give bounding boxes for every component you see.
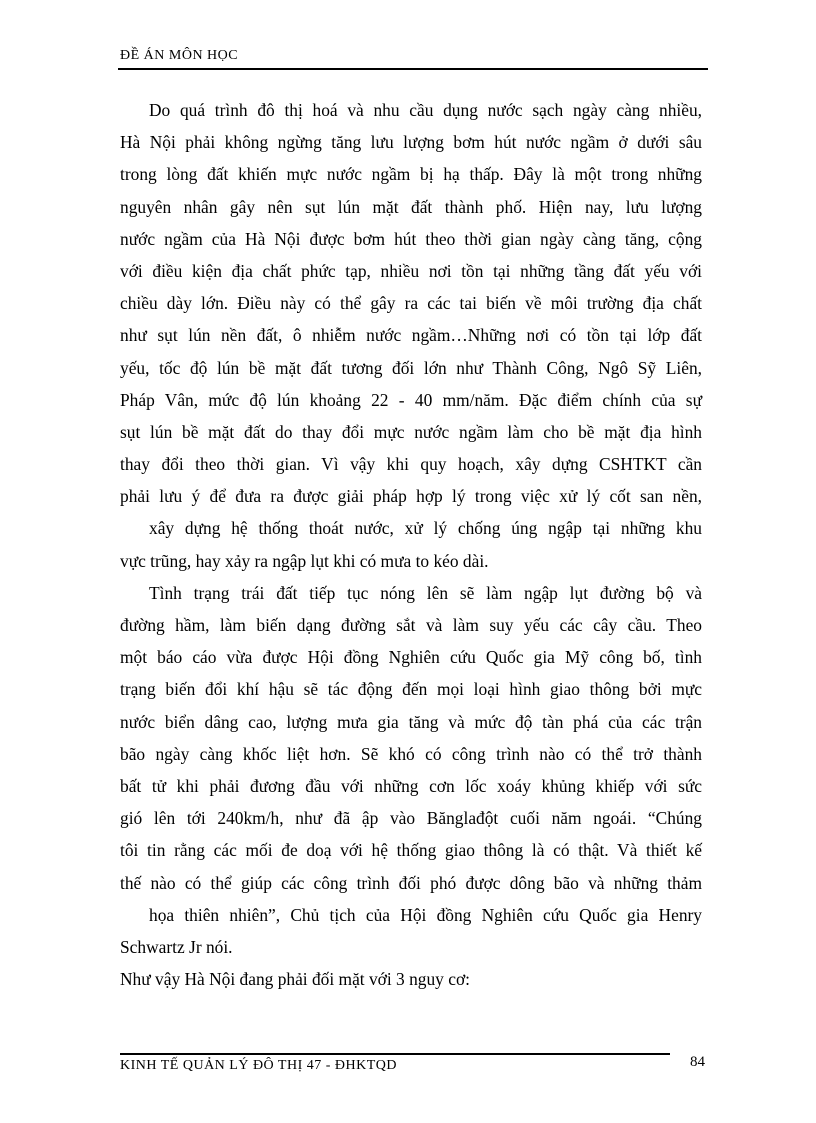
- paragraph-1-line-5: nước ngầm của Hà Nội được bơm hút theo thời gian ngày càng tăng, cộng: [120, 228, 702, 249]
- paragraph-1-line-12: thay đổi theo thời gian. Vì vậy khi quy hoạch, xây dựng CSHTKT cần: [120, 454, 702, 475]
- paragraph-1-line-13: phải lưu ý để đưa ra được giải pháp hợp lý trong việc xử lý cốt san nền,: [120, 486, 702, 507]
- paragraph-1-line-1: Do quá trình đô thị hoá và nhu cầu dụng nước sạch ngày càng nhiều,: [149, 100, 702, 120]
- paragraph-2-line-4: trạng biến đổi khí hậu sẽ tác động đến mọi loại hình giao thông bởi mực: [120, 679, 702, 700]
- footer-divider: [120, 1053, 670, 1055]
- document-body: [120, 94, 702, 995]
- paragraph-2-line-3: một báo cáo vừa được Hội đồng Nghiên cứu Quốc gia Mỹ công bố, tình: [120, 647, 702, 668]
- page-header-title: ĐỀ ÁN MÔN HỌC: [120, 48, 239, 63]
- paragraph-1-line-4: nguyên nhân gây nên sụt lún mặt đất thành phố. Hiện nay, lưu lượng: [120, 196, 702, 217]
- paragraph-2-line-7: bất tử khi phải đương đầu với những cơn lốc xoáy khủng khiếp với sức: [120, 775, 702, 796]
- paragraph-2-line-11: họa thiên nhiên”, Chủ tịch của Hội đồng Nghiên cứu Quốc gia Henry: [149, 904, 702, 925]
- paragraph-2-line-2: đường hầm, làm biến dạng đường sắt và làm suy yếu các cây cầu. Theo: [120, 615, 702, 635]
- paragraph-3: Như vậy Hà Nội đang phải đối mặt với 3 nguy cơ:: [120, 969, 470, 990]
- paragraph-2-line-8: gió lên tới 240km/h, như đã ập vào Bănglađột cuối năm ngoái. “Chúng: [120, 808, 702, 829]
- paragraph-2-line-10: thế nào có thể giúp các công trình đối phó được dông bão và những thảm: [120, 872, 702, 893]
- paragraph-2-line-9: tôi tin rằng các mối đe doạ với hệ thống giao thông là có thật. Và thiết kế: [120, 840, 702, 861]
- paragraph-2-line-12: Schwartz Jr nói.: [120, 936, 233, 957]
- paragraph-1-line-3: trong lòng đất khiến mực nước ngầm bị hạ thấp. Đây là một trong những: [120, 164, 702, 185]
- paragraph-2-line-6: bão ngày càng khốc liệt hơn. Sẽ khó có công trình nào có thể trở thành: [120, 743, 702, 764]
- paragraph-1-line-9: yếu, tốc độ lún bề mặt đất tương đối lớn như Thành Công, Ngô Sỹ Liên,: [120, 357, 702, 378]
- header-divider: [118, 68, 708, 70]
- paragraph-2-line-1: Tình trạng trái đất tiếp tục nóng lên sẽ làm ngập lụt đường bộ và: [149, 582, 702, 603]
- paragraph-1-line-11: sụt lún bề mặt đất do thay đổi mực nước ngầm làm cho bề mặt địa hình: [120, 421, 702, 442]
- page-footer-text: KINH TẾ QUẢN LÝ ĐÔ THỊ 47 - ĐHKTQD: [120, 1058, 398, 1073]
- paragraph-2-line-5: nước biển dâng cao, lượng mưa gia tăng và mức độ tàn phá của các trận: [120, 711, 702, 732]
- paragraph-1-line-2: Hà Nội phải không ngừng tăng lưu lượng bơm hút nước ngầm ở dưới sâu: [120, 132, 702, 153]
- paragraph-1-line-8: như sụt lún nền đất, ô nhiễm nước ngầm…Những nơi có tồn tại lớp đất: [120, 325, 702, 346]
- paragraph-1-line-6: với điều kiện địa chất phức tạp, nhiều nơi tồn tại những tầng đất yếu với: [120, 260, 702, 281]
- paragraph-1-line-10: Pháp Vân, mức độ lún khoảng 22 - 40 mm/năm. Đặc điểm chính của sự: [120, 389, 702, 410]
- paragraph-1-line-7: chiều dày lớn. Điều này có thể gây ra các tai biến về môi trường địa chất: [120, 293, 702, 314]
- page-number: 84: [690, 1054, 705, 1070]
- paragraph-1-line-14: xây dựng hệ thống thoát nước, xử lý chống úng ngập tại những khu: [149, 518, 702, 539]
- paragraph-1-line-15: vực trũng, hay xảy ra ngập lụt khi có mưa to kéo dài.: [120, 550, 489, 571]
